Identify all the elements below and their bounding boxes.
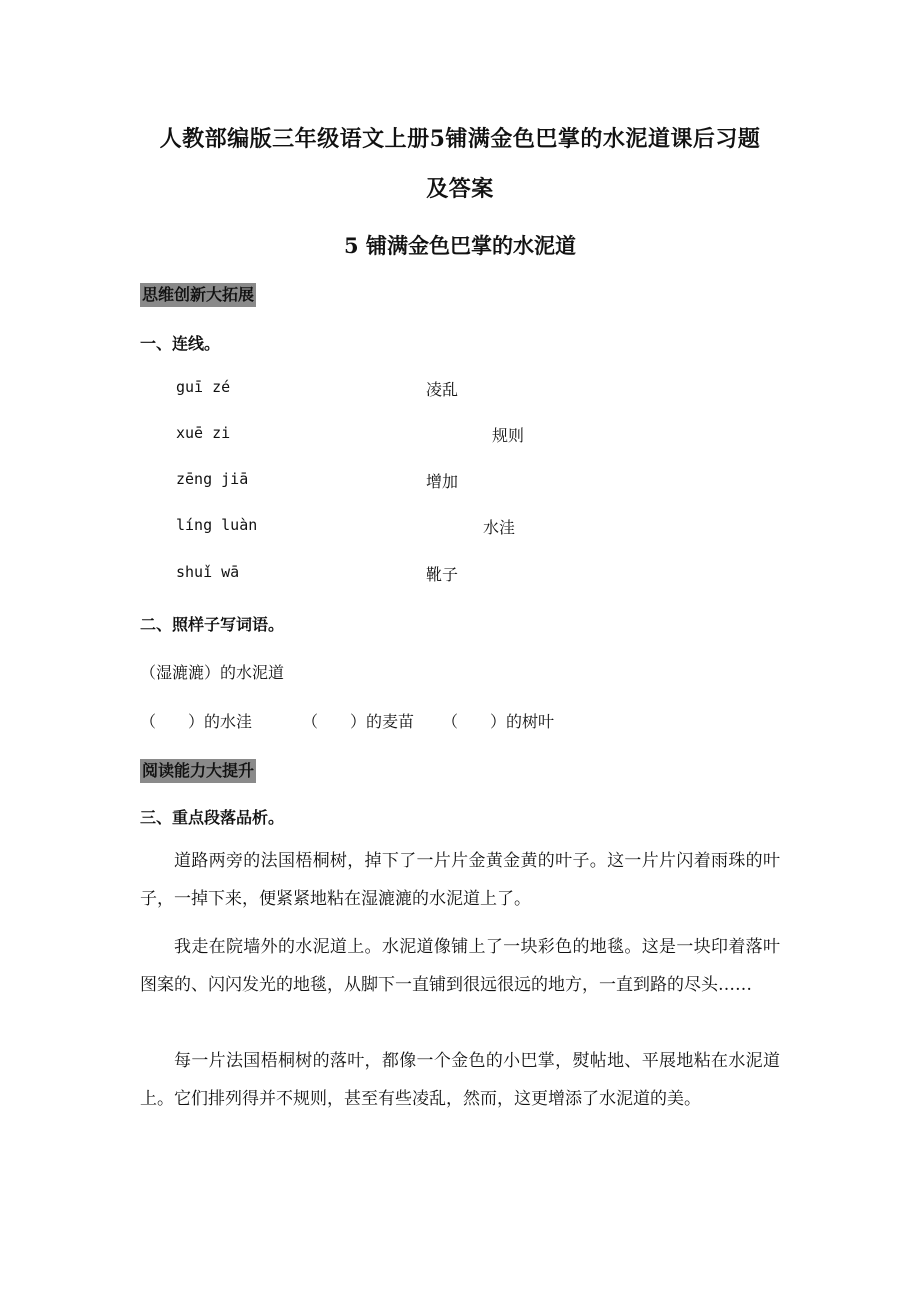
pinyin-item: xuē zi <box>176 424 231 442</box>
lesson-title: 5 铺满金色巴掌的水泥道 <box>344 233 576 258</box>
pinyin-item: líng luàn <box>176 516 258 534</box>
reading-paragraph: 我走在院墙外的水泥道上。水泥道像铺上了一块彩色的地毯。这是一块印着落叶图案的、闪闪发光的地毯，从脚下一直铺到很远很远的地方，一直到路的尽头…… <box>140 937 780 995</box>
word-item: 靴子 <box>426 565 459 584</box>
example-phrase: （湿漉漉）的水泥道 <box>140 663 285 682</box>
question-1-heading: 一、连线。 <box>140 334 221 353</box>
reading-paragraph: 道路两旁的法国梧桐树，掉下了一片片金黄金黄的叶子。这一片片闪着雨珠的叶子，一掉下来，便紧紧地粘在湿漉漉的水泥道上了。 <box>140 851 780 909</box>
section-tag-reading: 阅读能力大提升 <box>140 759 256 783</box>
question-3-heading: 三、重点段落品析。 <box>140 808 285 827</box>
pinyin-item: zēng jiā <box>176 470 249 488</box>
blank-phrase: （ ）的麦苗 <box>302 712 415 731</box>
word-item: 凌乱 <box>426 380 459 399</box>
blank-phrase: （ ）的树叶 <box>442 712 555 731</box>
pinyin-item: shuǐ wā <box>176 563 240 581</box>
word-item: 规则 <box>492 426 525 445</box>
blank-phrase: （ ）的水洼 <box>140 712 253 731</box>
pinyin-item: guī zé <box>176 378 231 396</box>
word-item: 增加 <box>426 472 459 491</box>
question-2-heading: 二、照样子写词语。 <box>140 615 285 634</box>
word-item: 水洼 <box>483 518 516 537</box>
reading-paragraph: 每一片法国梧桐树的落叶，都像一个金色的小巴掌，熨帖地、平展地粘在水泥道上。它们排列得并不规则，甚至有些凌乱，然而，这更增添了水泥道的美。 <box>140 1051 780 1109</box>
document-title-line1: 人教部编版三年级语文上册5铺满金色巴掌的水泥道课后习题 <box>159 126 761 152</box>
section-tag-thinking: 思维创新大拓展 <box>140 283 256 307</box>
document-title-line2: 及答案 <box>426 176 494 202</box>
